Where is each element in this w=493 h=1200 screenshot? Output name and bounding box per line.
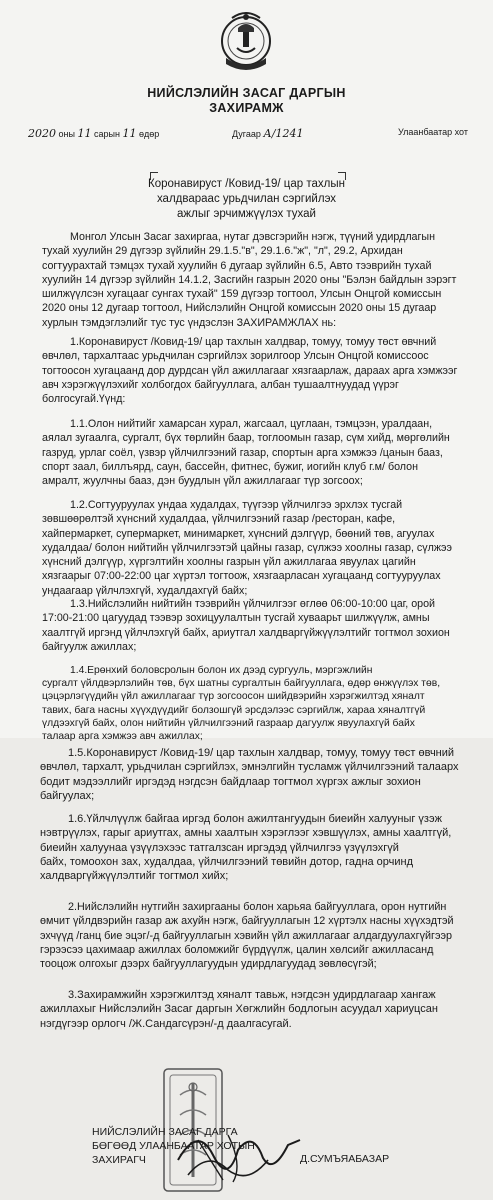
text-line: хуулийн 14 дүгээр зүйлийн 14.1.2, Засгийн газрын 2020 оны "Бэлэн байдлын зэрэгт [42, 273, 457, 286]
number-line [232, 127, 303, 140]
subject-heading [0, 177, 493, 222]
text-line: биеийн халуунаа үзүүлэхээс татгалзсан иргэдэд үйлчилгээ үзүүлэхгүй [40, 841, 399, 854]
text-line: бодит мэдээллийг иргэдэд нэгдсэн байдлаар тогтмол хүргэх ажлыг зохион [40, 775, 421, 788]
subject-line: халдвараас урьдчилан сэргийлэх [156, 193, 337, 205]
date-line [28, 127, 159, 140]
date-day: 11 [122, 127, 137, 140]
text-line: хязгаарыг 07:00-22:00 цаг хүртэл тогтоож, хязгаарласан хугацаанд согтууруулах [42, 570, 441, 583]
text-line: өмчит үйлдвэрийн газар аж ахуйн нэгж, байгууллагын 12 хүртэлх насны хүүхэдтэй [40, 915, 454, 928]
document-number: А/1241 [263, 127, 304, 140]
paragraph-1-4 [42, 664, 474, 743]
text-line: согтуурахтай тэмцэх тухай хуулийн 6 дугаар зүйлийн 6.5, Авто тээврийн тухай [42, 259, 432, 272]
text-line: 1.6.Үйлчлүүлж байгаа иргэд болон ажилтангуудын биеийн халууныг үзэж [68, 813, 442, 825]
text-line: 1.Коронавируст /Ковид-19/ цар тахлын халдвар, томуу, томуу төст өвчний [70, 336, 437, 348]
text-line: нэвтрүүлэх, гарыг ариутгах, амны хаалтын хэрэглээг хэвшүүлэх, амны хаалтгүй, [40, 827, 452, 840]
paragraph-3 [40, 988, 474, 1031]
text-line: 3.Захирамжийн хэрэгжилтэд хяналт тавьж, нэгдсэн удирдлагаар хангаж [68, 989, 436, 1001]
date-month: 11 [77, 127, 92, 140]
text-line: шилжүүлсэн хугацааг сунгах тухай" 159 дүгээр тогтоол, Улсын Онцгой комиссын [42, 288, 442, 301]
text-line: тооцож олгохыг дээрх байгууллагуудын удирдлагуудад зөвлөсүгэй; [40, 958, 377, 971]
text-line: байх, томоохон зах, худалдаа, үйлчилгээний төвийн дотор, гадна орчинд [40, 855, 414, 868]
text-line: гэрээсээ цахимаар ажиллах боломжийг бүрдүүлж, цалин хөлсийг ажилласанд [40, 943, 434, 956]
subject-line: Коронавируст /Ковид-19/ цар тахлын [148, 178, 345, 190]
state-emblem-icon [218, 10, 274, 76]
text-line: байгуулах; [40, 789, 95, 802]
date-day-suffix: өдөр [138, 129, 160, 139]
text-line: ундаагаар үйлчлэхгүй, худалдахгүй байх; [42, 584, 248, 597]
text-line: болгосугай.Үүнд: [42, 393, 126, 406]
text-line: 2020 оны 12 дугаар тогтоол, Нийслэлийн Онцгой комиссын 2020 оны 15 дугаар [42, 302, 437, 315]
text-line: байгуулж ажиллах; [42, 640, 137, 653]
text-line: спорт заал, биллъярд, саун, бассейн, фитнес, бужиг, иогийн клуб г.м/ болон [42, 460, 419, 473]
text-line: аялал зугаалга, сургалт, бүх төрлийн баар, тоглоомын газар, сүм хийд, мөргөлийн [42, 432, 450, 445]
text-line: өвчлөл, тархалтаас урьдчилан сэргийлэх зорилгоор Улсын Онцгой комиссоос [42, 350, 429, 363]
handwritten-signature [168, 1120, 308, 1190]
text-line: тогтоосон хугацаанд дор дурдсан үйл ажиллагааг хязгаарлаж, дараах арга хэмжээг [42, 364, 458, 377]
document-type-title: ЗАХИРАМЖ [209, 101, 284, 115]
text-line: эхчүүд /ганц бие эцэг/-д байгууллагын хэвийн үйл ажиллагааг алдагдуулахгүйгээр [40, 929, 452, 942]
text-line: авч хэрэгжүүлэхийг холбогдох байгууллага, албан тушаалтнуудад үүрэг [42, 378, 399, 391]
paragraph-intro [42, 230, 474, 330]
text-line: талаар арга хэмжээ авч ажиллах; [42, 731, 203, 743]
text-line: ажиллахыг Нийслэлийн Засаг даргын Хөгжлийн бодлогын асуудал хариуцсан [40, 1003, 438, 1016]
paragraph-1-3 [42, 597, 474, 654]
date-year: 2020 [28, 127, 56, 140]
signatory-line: ЗАХИРАГЧ [92, 1154, 146, 1166]
issuer-title: НИЙСЛЭЛИЙН ЗАСАГ ДАРГЫН [147, 86, 346, 100]
text-line: хаалтгүй иргэнд үйлчлэхгүй байх, ариутгал халдваргүйжүүлэлтийг тогтмол зохион [42, 626, 450, 639]
text-line: зөвшөөрөлтэй хүнсний худалдаа, үйлчилгээний газар /ресторан, кафе, [42, 513, 396, 526]
signatory-line: НИЙСЛЭЛИЙН ЗАСАГ ДАРГА [92, 1126, 238, 1138]
text-line: тухай хуулийн 29 дүгээр зүйлийн 29.1.5."в", 29.1.6."ж", "л", 29.2, Архидан [42, 245, 403, 258]
date-month-suffix: сарын [94, 129, 120, 139]
text-line: амралт, жуулчны бааз, дэн буудлын үйл ажиллагааг түр зогсоох; [42, 475, 363, 488]
text-line: тавих, бага насны хүүхдүүдийг болзошгүй эрсдэлээс сэргийлж, хараа хяналтгүй [42, 704, 426, 716]
text-line: 1.3.Нийслэлийн нийтийн тээврийн үйлчилгээг өглөө 06:00-10:00 цаг, орой [70, 598, 435, 610]
text-line: цэцэрлэгүүдийн үйл ажиллагааг түр зогсоосон шийдвэрийн хэрэгжилтэд хяналт [42, 691, 425, 703]
paragraph-1-1 [42, 417, 474, 488]
text-line: 1.4.Ерөнхий боловсролын болон их дээд сургууль, мэргэжлийн [70, 665, 373, 676]
signatory-line: БӨГӨӨД УЛААНБААТАР ХОТЫН [92, 1140, 255, 1152]
text-line: 17:00-21:00 цагуудад тээвэр зохицуулалтын тусгай хуваарьт шилжүүлж, амны [42, 612, 430, 625]
subject-line: ажлыг эрчимжүүлэх тухай [177, 208, 316, 220]
text-line: хайпермаркет, супермаркет, минимаркет, хүнсний дэлгүүр, бөөний төв, агуулах [42, 527, 435, 540]
text-line: 1.2.Согтууруулах ундаа худалдах, түүгээр үйлчилгээ эрхлэх тусгай [70, 499, 403, 511]
text-line: 1.5.Коронавируст /Ковид-19/ цар тахлын халдвар, томуу, томуу төст өвчний [68, 747, 455, 759]
text-line: хүнсний дэлгүүр, хүргэлтийн хоолны газрын үйл ажиллагаа явуулах цагийн [42, 556, 416, 569]
text-line: худалдаа/ болон нийтийн үйлчилгээтэй цайны газар, сүлжээ хоолны газар, сүлжээ [42, 541, 452, 554]
text-line: нэгдүгээр орлогч /Ж.Сандагсүрэн/-д даалгасугай. [40, 1017, 292, 1030]
text-line: өвчлөл, тархалт, урьдчилан сэргийлэх, эмнэлгийн тусламж үйлчилгээний талаарх [40, 761, 459, 774]
paragraph-1-6 [40, 812, 474, 883]
text-line: хурлын тэмдэглэлийг тус тус үндэслэн ЗАХИРАМЖЛАХ нь: [42, 316, 337, 329]
text-line: халдваргүйжүүлэлтийг тогтмол хийх; [40, 870, 229, 883]
paragraph-1 [42, 335, 474, 406]
text-line: газруд, урлаг соёл, үзвэр үйлчилгээний газар, спортын арга хэмжээ /цанын бааз, [42, 446, 443, 459]
paragraph-2 [40, 900, 474, 971]
signatory-name: Д.СУМЪЯАБАЗАР [300, 1153, 390, 1165]
date-year-suffix: оны [58, 129, 75, 139]
number-label: Дугаар [232, 129, 261, 139]
text-line: 1.1.Олон нийтийг хамарсан хурал, жагсаал, цуглаан, тэмцээн, уралдаан, [70, 418, 433, 430]
paragraph-1-5 [40, 746, 474, 803]
paragraph-1-2 [42, 498, 474, 598]
city-label: Улаанбаатар хот [398, 127, 468, 137]
text-line: Монгол Улсын Засаг захиргаа, нутаг дэвсгэрийн нэгж, түүний удирдлагын [70, 231, 435, 243]
text-line: сургалт үйлдвэрлэлийн төв, бүх шатны сургалтын байгууллага, өдөр өнжүүлэх төв, [42, 678, 441, 690]
text-line: 2.Нийслэлийн нутгийн захиргааны болон харьяа байгууллага, орон нутгийн [68, 901, 447, 913]
text-line: үлдээхгүй байх, олон нийтийн үйлчилгээний газраар дагуулж явуулахгүй байх [42, 717, 415, 729]
